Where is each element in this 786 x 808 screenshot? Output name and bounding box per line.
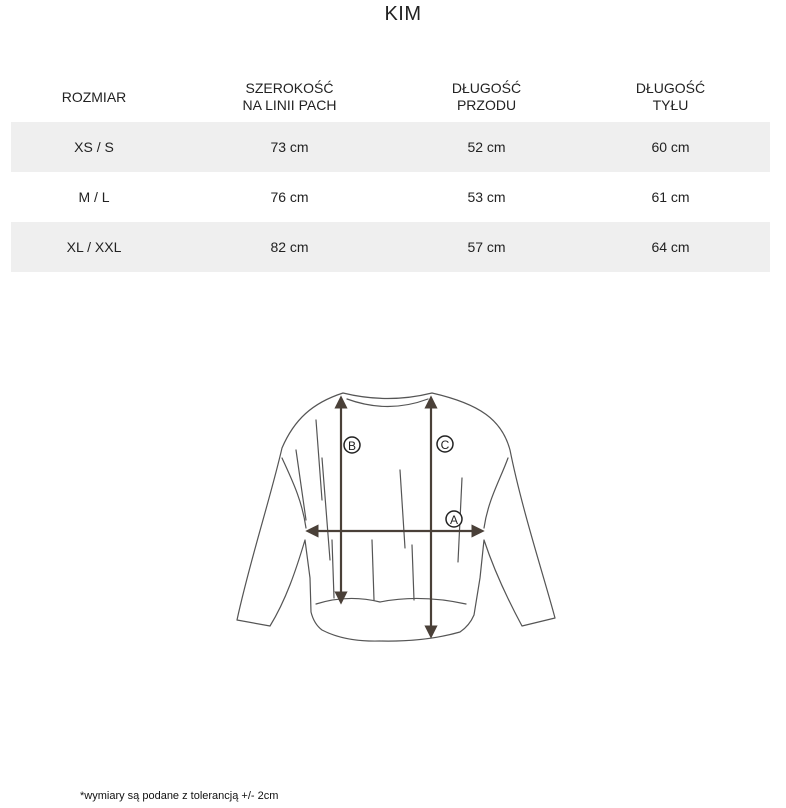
sweater-outline [237, 393, 555, 641]
size-cell: M / L [78, 189, 110, 205]
column-header-size: ROZMIAR [61, 88, 127, 105]
column-header-back-length: DŁUGOŚĆ TYŁU [635, 80, 706, 113]
label-b-marker [344, 437, 360, 453]
front-length-cell: 52 cm [402, 122, 571, 172]
chest-width-cell: 76 cm [270, 189, 309, 205]
label-c: C [440, 438, 450, 452]
table-row [11, 222, 770, 272]
chest-width-cell: 73 cm [177, 122, 402, 172]
label-a-marker [446, 511, 462, 527]
front-length-cell: 57 cm [402, 222, 571, 272]
table-row [11, 122, 770, 172]
label-b: B [347, 439, 357, 453]
back-length-cell: 64 cm [571, 222, 770, 272]
tolerance-footnote: *wymiary są podane z tolerancją +/- 2cm [80, 790, 279, 802]
size-cell: XS / S [11, 122, 177, 172]
front-length-cell: 53 cm [467, 189, 506, 205]
garment-measurement-diagram [230, 380, 570, 650]
back-length-cell: 60 cm [571, 122, 770, 172]
size-cell: XL / XXL [11, 222, 177, 272]
chest-width-cell: 82 cm [177, 222, 402, 272]
size-table [11, 72, 770, 272]
label-c-marker [437, 436, 453, 452]
table-row [11, 172, 770, 222]
column-header-chest-width: SZEROKOŚĆ NA LINII PACH [242, 80, 337, 113]
column-header-front-length: DŁUGOŚĆ PRZODU [451, 80, 522, 113]
label-a: A [449, 513, 459, 527]
back-length-cell: 61 cm [651, 189, 690, 205]
page-title: KIM [384, 3, 422, 25]
table-header-row [11, 72, 770, 122]
